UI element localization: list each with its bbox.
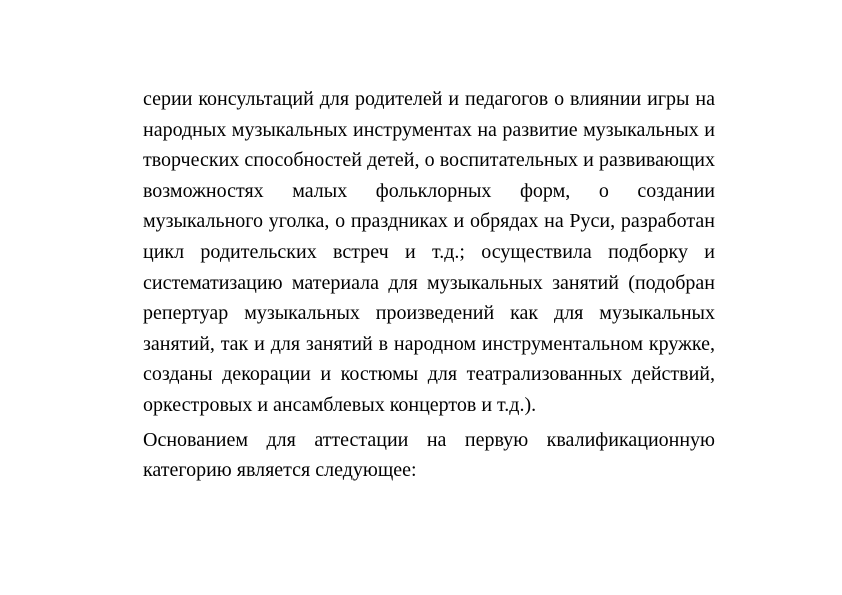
paragraph-attestation-basis: Основанием для аттестации на первую квалификационную категорию является следующее: [143,428,715,482]
paragraph-consultations: серии консультаций для родителей и педагогов о влиянии игры на народных музыкальных инструментах на развитие музыкальных и творческих способностей детей, о воспитательных и развивающих возможностях малых фольклорных форм, о создании музыкального уголка, о праздниках и обрядах на Руси, разработан цикл родительских встреч и т.д.; осуществила подборку и систематизацию материала для музыкальных занятий (подобран репертуар музыкальных произведений как для музыкальных занятий, так и для занятий в народном инструментальном кружке, созданы декорации и костюмы для театрализованных действий, оркестровых и ансамблевых концертов и т.д.). [143,88,715,416]
document-body [143,84,715,486]
